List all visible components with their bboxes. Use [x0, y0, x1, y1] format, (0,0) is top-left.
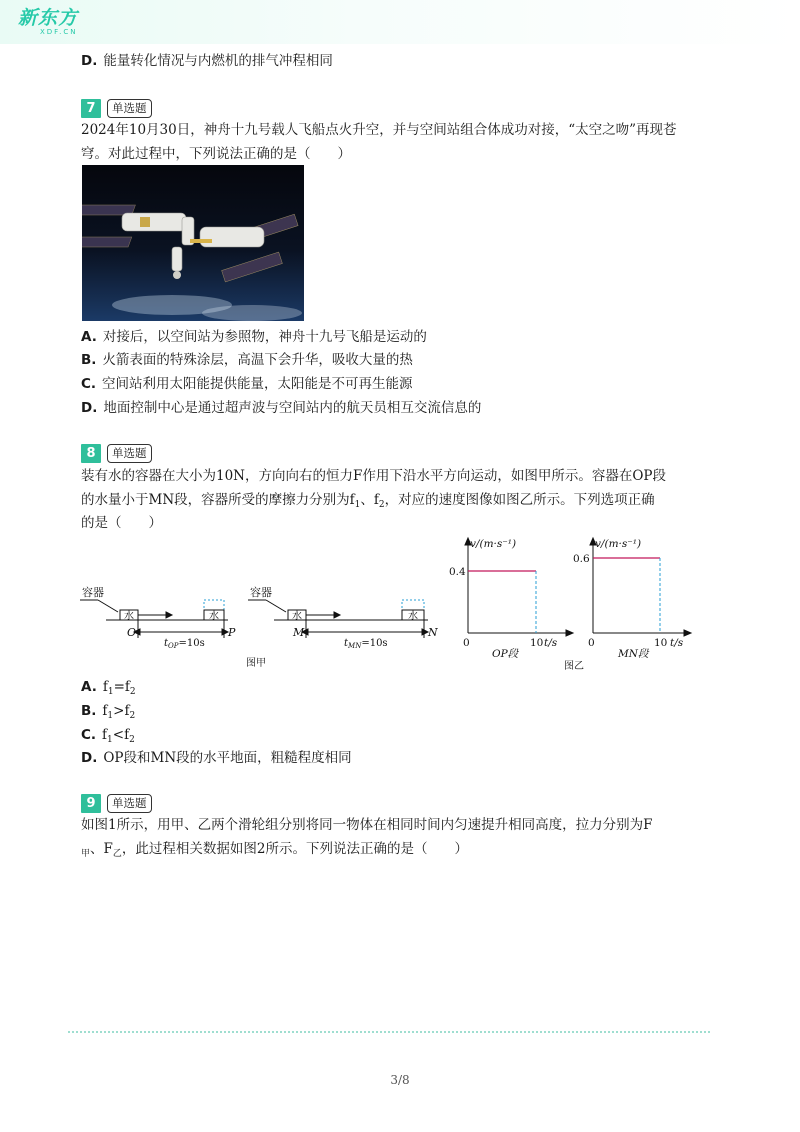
yi-xtick-right: 10: [654, 637, 668, 649]
yi-xlabel-left: t/s: [544, 637, 558, 649]
fig-jia-caption: 图甲: [246, 658, 266, 669]
q8-stem-line3: 的是（ ）: [81, 515, 162, 531]
fig-jia-time-op: =10s: [178, 638, 205, 649]
q9-type-badge: 单选题: [107, 794, 152, 813]
logo-text: 新东方: [18, 7, 79, 29]
yi-origin-right: 0: [588, 637, 595, 649]
page-number: 3/8: [390, 1073, 410, 1087]
q8-option-a[interactable]: A. $f_1=f_2$: [81, 679, 136, 697]
q8-option-b[interactable]: B. $f_1>f_2$: [81, 703, 136, 721]
q9-header: [81, 793, 152, 813]
q7-option-a[interactable]: A. 对接后，以空间站为参照物，神舟十九号飞船是运动的: [81, 329, 427, 345]
fig-jia-water-right-end: 水: [408, 611, 418, 622]
fig-jia-point-n: N: [428, 626, 438, 639]
fig-jia-container-label-left: 容器: [82, 586, 104, 599]
q8-option-d[interactable]: D. OP段和MN段的水平地面，粗糙程度相同: [81, 750, 352, 766]
footer-divider: [68, 1031, 710, 1033]
fig-jia-time-mn: =10s: [361, 638, 388, 649]
q8-option-c[interactable]: C. $f_1<f_2$: [81, 727, 135, 745]
yi-caption-mn: MN段: [618, 648, 649, 660]
figure-jia: [78, 580, 448, 670]
fig-jia-point-p: P: [228, 626, 236, 639]
q7-option-b[interactable]: B. 火箭表面的特殊涂层，高温下会升华，吸收大量的热: [81, 352, 413, 368]
q8-stem-line2: 的水量小于MN段，容器所受的摩擦力分别为$f_1$、$f_2$，对应的速度图像如图乙所示。下列选项正确: [81, 492, 655, 510]
space-station-photo: [82, 165, 304, 321]
yi-left-value: 0.4: [449, 566, 466, 578]
yi-right-value: 0.6: [573, 553, 590, 565]
q8-header: [81, 443, 152, 463]
q9-number: 9: [81, 794, 101, 813]
q7-option-c[interactable]: C. 空间站利用太阳能提供能量，太阳能是不可再生能源: [81, 376, 413, 392]
yi-xtick-left: 10: [530, 637, 544, 649]
q8-number: 8: [81, 444, 101, 463]
q9-stem-line2: $_甲$、$F_乙$，此过程相关数据如图2所示。下列说法正确的是（ ）: [81, 841, 468, 859]
q7-type-badge: 单选题: [107, 99, 152, 118]
fig-jia-container-label-right: 容器: [250, 586, 272, 599]
yi-origin-left: 0: [463, 637, 470, 649]
fig-jia-point-o: O: [127, 626, 137, 639]
yi-ylabel-right: v/(m·s⁻¹): [595, 538, 642, 550]
logo-subtext: XDF.CN: [40, 28, 78, 36]
yi-xlabel-right: t/s: [670, 637, 684, 649]
q9-stem-line1: 如图1所示，用甲、乙两个滑轮组分别将同一物体在相同时间内匀速提升相同高度，拉力分别为F: [81, 817, 653, 833]
figure-yi: [446, 533, 696, 673]
q7-header: [81, 98, 152, 118]
q7-option-d[interactable]: D. 地面控制中心是通过超声波与空间站内的航天员相互交流信息的: [81, 400, 482, 416]
header-band: [0, 0, 800, 44]
fig-jia-water-right: 水: [292, 611, 302, 622]
yi-caption: 图乙: [564, 661, 584, 672]
svg-text:tOP=10s: $t_{OP}=10s$: [164, 638, 205, 650]
q8-stem-line1: 装有水的容器在大小为10N，方向向右的恒力F作用下沿水平方向运动，如图甲所示。容器在OP段: [81, 468, 667, 484]
fig-jia-point-m: M: [293, 626, 305, 639]
prev-option-d[interactable]: D. 能量转化情况与内燃机的排气冲程相同: [81, 53, 333, 69]
fig-jia-water-left: 水: [124, 611, 134, 622]
q7-stem-line1: 2024年10月30日，神舟十九号载人飞船点火升空，并与空间站组合体成功对接，“太空之吻”再现苍: [81, 122, 677, 138]
logo: [18, 8, 78, 36]
q7-stem-line2: 穹。对此过程中，下列说法正确的是（ ）: [81, 146, 351, 162]
q8-type-badge: 单选题: [107, 444, 152, 463]
svg-text:tMN=10s: $t_{MN}=10s$: [344, 638, 388, 650]
fig-jia-water-left-end: 水: [209, 611, 219, 622]
yi-caption-op: OP段: [492, 648, 519, 660]
yi-ylabel-left: v/(m·s⁻¹): [470, 538, 517, 550]
q7-number: 7: [81, 99, 101, 118]
